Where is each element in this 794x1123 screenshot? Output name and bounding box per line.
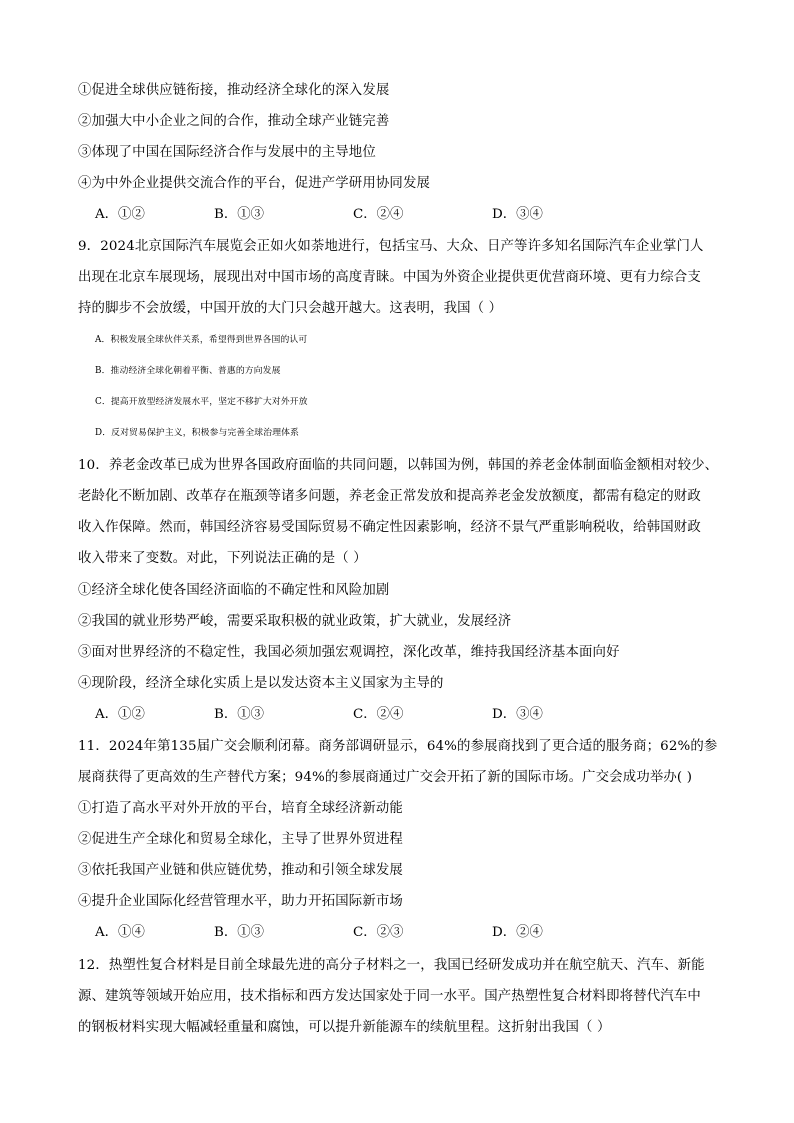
q9-stem-line-1: 9．2024北京国际汽车展览会正如火如荼地进行，包括宝马、大众、日产等许多知名国际汽车企业掌门人 — [78, 239, 704, 254]
q12-stem-line-3: 的钢板材料实现大幅减轻重量和腐蚀，可以提升新能源车的续航里程。这折射出我国（ ） — [78, 1020, 611, 1035]
q9-option-a: A．积极发展全球伙伴关系，希望得到世界各国的认可 — [95, 335, 308, 345]
q10-stem-line-2: 老龄化不断加剧、改革存在瓶颈等诸多问题，养老金正常发放和提高养老金发放额度，都需有稳定的财政 — [78, 489, 701, 504]
q11-statement-2: ②促进生产全球化和贸易全球化，主导了世界外贸进程 — [78, 832, 403, 847]
statement-2: ②加强大中小企业之间的合作，推动全球产业链完善 — [78, 114, 390, 129]
q10-stem-line-1: 10．养老金改革已成为世界各国政府面临的共同问题，以韩国为例，韩国的养老金体制面临金额相对较少、 — [78, 458, 719, 473]
q11-statement-3: ③依托我国产业链和供应链优势，推动和引领全球发展 — [78, 863, 403, 878]
q10-choice-d: D．③④ — [492, 707, 543, 722]
q12-stem-line-2: 源、建筑等领域开始应用，技术指标和西方发达国家处于同一水平。国产热塑性复合材料即将替代汽车中 — [78, 989, 701, 1004]
q9-stem-line-2: 出现在北京车展现场，展现出对中国市场的高度青睐。中国为外资企业提供更优营商环境、更有力综合支 — [78, 270, 701, 285]
statement-4: ④为中外企业提供交流合作的平台，促进产学研用协同发展 — [78, 176, 431, 191]
q11-choice-b: B．①③ — [214, 925, 265, 940]
statement-1: ①促进全球供应链衔接，推动经济全球化的深入发展 — [78, 83, 390, 98]
q9-option-b: B．推动经济全球化朝着平衡、普惠的方向发展 — [95, 366, 281, 376]
q10-choice-b: B．①③ — [214, 707, 265, 722]
q11-stem-line-2: 展商获得了更高效的生产替代方案；94%的参展商通过广交会开拓了新的国际市场。广交会成功举办( ) — [78, 770, 693, 785]
q11-stem-line-1: 11．2024年第135届广交会顺利闭幕。商务部调研显示，64%的参展商找到了更合适的服务商；62%的参 — [78, 739, 718, 754]
q10-stem-line-4: 收入带来了变数。对此，下列说法正确的是（ ） — [78, 551, 367, 566]
q10-choice-a: A．①② — [95, 707, 145, 722]
q11-statement-1: ①打造了高水平对外开放的平台，培育全球经济新动能 — [78, 801, 403, 816]
q12-stem-line-1: 12．热塑性复合材料是目前全球最先进的高分子材料之一，我国已经研发成功并在航空航天、汽车、新能 — [78, 958, 705, 973]
q9-stem-line-3: 持的脚步不会放缓，中国开放的大门只会越开越大。这表明，我国（ ） — [78, 301, 503, 316]
choice-c: C．②④ — [353, 207, 404, 222]
q9-option-c: C．提高开放型经济发展水平，坚定不移扩大对外开放 — [95, 397, 308, 407]
q9-option-d: D．反对贸易保护主义，积极参与完善全球治理体系 — [95, 428, 300, 438]
statement-3: ③体现了中国在国际经济合作与发展中的主导地位 — [78, 145, 376, 160]
q11-choice-a: A．①④ — [95, 925, 145, 940]
choice-d: D．③④ — [492, 207, 543, 222]
q10-statement-3: ③面对世界经济的不稳定性，我国必须加强宏观调控，深化改革，维持我国经济基本面向好 — [78, 645, 620, 660]
q11-statement-4: ④提升企业国际化经营管理水平，助力开拓国际新市场 — [78, 894, 403, 909]
q10-statement-2: ②我国的就业形势严峻，需要采取积极的就业政策，扩大就业，发展经济 — [78, 614, 512, 629]
q10-statement-4: ④现阶段，经济全球化实质上是以发达资本主义国家为主导的 — [78, 676, 444, 691]
q10-statement-1: ①经济全球化使各国经济面临的不确定性和风险加剧 — [78, 583, 390, 598]
q11-choice-c: C．②③ — [353, 925, 404, 940]
choice-b: B．①③ — [214, 207, 265, 222]
choice-a: A．①② — [95, 207, 145, 222]
q10-choice-c: C．②④ — [353, 707, 404, 722]
q10-stem-line-3: 收入作保障。然而，韩国经济容易受国际贸易不确定性因素影响，经济不景气严重影响税收，给韩国财政 — [78, 520, 701, 535]
q11-choice-d: D．②④ — [492, 925, 543, 940]
